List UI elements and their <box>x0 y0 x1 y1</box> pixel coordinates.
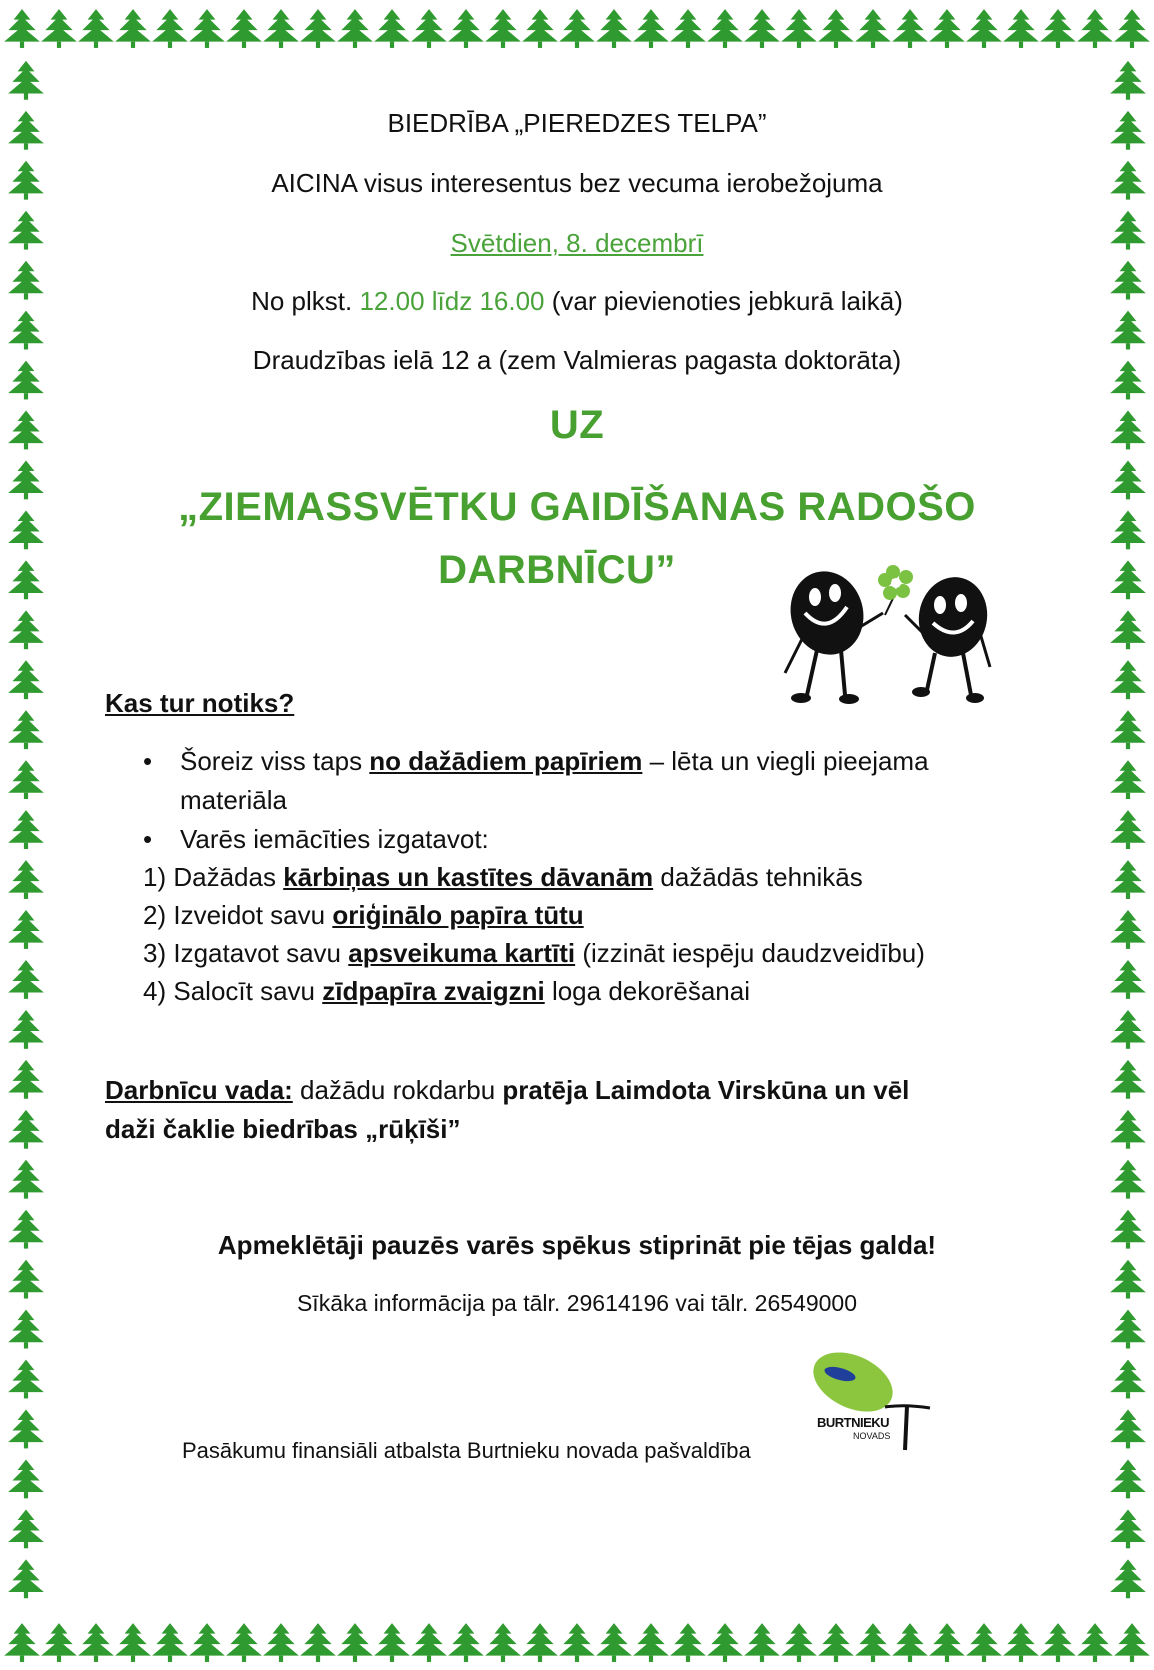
invitation-line: AICINA visus interesentus bez vecuma ierobežojuma <box>271 168 883 198</box>
contact-info: Sīkāka informācija pa tālr. 29614196 vai tālr. 26549000 <box>296 1290 858 1316</box>
bullet-2: • <box>143 824 153 854</box>
bullet-1: • <box>143 746 153 776</box>
leader-line-2: daži čaklie biedrības „rūķīši” <box>105 1114 461 1144</box>
bullet-1-text: Šoreiz viss taps no dažādiem papīriem – lēta un viegli pieejama <box>180 746 929 776</box>
title-line-2: DARBNĪCU” <box>438 548 676 592</box>
tea-note: Apmeklētāji pauzēs varēs spēkus stiprināt pie tējas galda! <box>217 1230 937 1260</box>
event-address: Draudzības ielā 12 a (zem Valmieras pagasta doktorāta) <box>252 345 902 375</box>
logo-text-line-1: BURTNIEKU <box>817 1415 890 1430</box>
time-prefix: No plkst. <box>251 286 360 316</box>
time-suffix: (var pievienoties jebkurā laikā) <box>544 286 903 316</box>
emphasis-papers: no dažādiem papīriem <box>369 746 643 776</box>
right-smiley-figure <box>905 572 993 703</box>
bullet-1-continuation: materiāla <box>180 785 287 815</box>
event-time <box>0 286 1154 317</box>
left-smiley-figure <box>781 563 883 704</box>
burtnieku-novads-logo <box>805 1352 935 1452</box>
logo-text-line-2: NOVADS <box>853 1431 891 1441</box>
smiley-mascots-image <box>775 555 1005 710</box>
list-item-1: 1) Dažādas kārbiņas un kastītes dāvanām dažādās tehnikās <box>143 862 863 892</box>
flower-icon <box>878 565 913 615</box>
bullet-2-text: Varēs iemācīties izgatavot: <box>180 824 489 854</box>
title-line-1: „ZIEMASSVĒTKU GAIDĪŠANAS RADOŠO <box>178 485 976 529</box>
organization-name: BIEDRĪBA „PIEREDZES TELPA” <box>387 108 767 138</box>
leader-label: Darbnīcu vada: <box>105 1075 293 1105</box>
list-item-4: 4) Salocīt savu zīdpapīra zvaigzni loga dekorēšanai <box>143 976 750 1006</box>
leader-line-1: Darbnīcu vada: dažādu rokdarbu pratēja Laimdota Virskūna un vēl <box>105 1075 910 1105</box>
event-date: Svētdien, 8. decembrī <box>450 228 704 258</box>
list-item-2: 2) Izveidot savu oriģinālo papīra tūtu <box>143 900 584 930</box>
time-range: 12.00 līdz 16.00 <box>359 286 545 316</box>
list-item-3: 3) Izgatavot savu apsveikuma kartīti (izzināt iespēju daudzveidību) <box>143 938 925 968</box>
section-heading: Kas tur notiks? <box>105 688 295 718</box>
sponsor-note: Pasākumu finansiāli atbalsta Burtnieku novada pašvaldība <box>182 1438 751 1463</box>
title-uz: UZ <box>549 403 605 447</box>
